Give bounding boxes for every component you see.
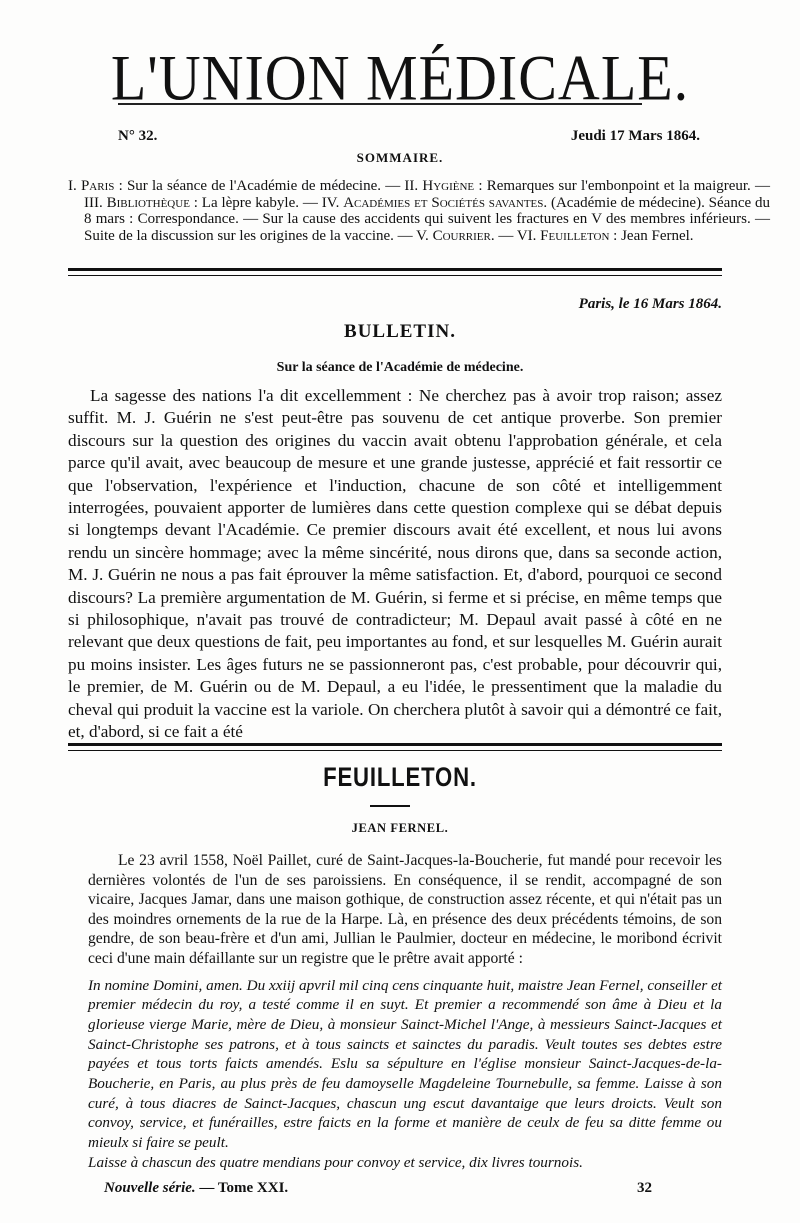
feuilleton-divider [68, 743, 722, 751]
issue-number: N° 32. [118, 128, 158, 144]
feuilleton-author: JEAN FERNEL. [351, 821, 449, 835]
feuilleton-title-rule [370, 805, 410, 807]
sommaire-item [416, 228, 517, 244]
sommaire-item-text: : Remarques sur l'embonpoint et la maigreur. — [474, 178, 771, 194]
bulletin-dateline: Paris, le 16 Mars 1864. [578, 296, 722, 312]
sommaire-item [84, 195, 322, 211]
feuilleton-testament-last: Laisse à chascun des quatre mendians pour convoy et service, dix livres tournois. [88, 1153, 583, 1171]
sommaire-item-section: Bibliothèque [106, 194, 190, 211]
sommaire-item-number: III. [84, 194, 103, 211]
footer-series-label: Nouvelle série. [104, 1180, 196, 1196]
issue-date: Jeudi 17 Mars 1864. [570, 128, 700, 144]
sommaire-item-section: Courrier [432, 227, 491, 244]
sommaire-list [68, 178, 770, 244]
section-divider [68, 268, 722, 276]
sommaire-item-text: . (Académie de médecine). Séance du 8 mars : Correspondance. — Sur la cause des accidents qui suivent les fractures en V des membres inférieurs. — Suite de la discussion sur les origines de la vaccine. — [84, 194, 770, 244]
bulletin-paragraph: La sagesse des nations l'a dit excellemment : Ne cherchez pas à avoir trop raison; assez suffit. M. J. Guérin ne s'est peut-être pas souvenu de cet antique proverbe. Son premier discours sur la question des origines du vaccin avait obtenu l'approbation générale, et cela parce qu'il avait, avec beaucoup de mesure et une grande justesse, apprécié et fait ressortir ce que l'observation, l'expérience et l'induction, chacune de son côté et intelligemment interrogées, pouvaient apporter de lumières dans cette question complexe qui se débat depuis si longtemps devant l'Académie. Ce premier discours avait été excellent, et nous lui avons rendu un sincère hommage; avec la même sincérité, nous dirons que, dans sa seconde action, M. J. Guérin ne nous a pas fait éprouver la même satisfaction. Et, d'abord, pourquoi ce second discours? La première argumentation de M. Guérin, si ferme et si précise, en même temps que si philosophique, n'avait pas trouvé de contradicteur; M. Depaul avait passé à côté en ne relevant que deux questions de fait, peu importantes au fond, et sur lesquelles M. Guérin aurait pu moins insister. Les âges futurs ne se passionneront pas, c'est probable, pour découvrir qui, le premier, de M. Guérin ou de M. Depaul, a eu l'idée, le pressentiment que la maladie du cheval qui produit la vaccine est la variole. On cherchera plutôt à savoir qui a démontré ce fait, et, d'abord, si ce fait a été [68, 386, 722, 742]
sommaire-item-section: Feuilleton [540, 227, 610, 244]
feuilleton-testament: In nomine Domini, amen. Du xxiij apvril mil cinq cens cinquante huit, maistre Jean Fernel, conseiller et premier médecin du roy, a testé comme il en suyt. Et premier a recommendé son âme à Dieu et la glorieuse vierge Marie, mère de Dieu, à monsieur Sainct-Michel l'Ange, à messieurs Sainct-Jacques et Sainct-Christophe ses patrons, et à tous saincts et sainctes du paradis. Veult toutes ses debtes estre payées et tous torts faicts amendés. Eslu sa sépulture en l'église monsieur Sainct-Jacques-de-la-Boucherie, en Paris, au plus près de feu damoyselle Magdeleine Tournebulle, sa femme. Laisse à son curé, à tous diacres de Sainct-Jacques, chascun ung escut davantaige que leurs droicts. Veult son convoy, service, et funérailles, estre faicts en la forme et manière de ceulx de feu sa ditte femme ou mieulx si faire se peult. [88, 976, 722, 1152]
sommaire-item-number: V. [416, 227, 429, 244]
masthead-title: L'UNION MÉDICALE. [110, 41, 690, 114]
page-number: 32 [637, 1180, 652, 1196]
sommaire-item-text: : Sur la séance de l'Académie de médecine. — [114, 178, 405, 194]
footer-tome: — Tome XXI. [195, 1180, 289, 1196]
sommaire-contents [68, 178, 770, 244]
sommaire-item-section: Paris [80, 178, 115, 194]
bulletin-title: BULLETIN. [344, 321, 456, 342]
sommaire-heading: SOMMAIRE. [356, 150, 444, 165]
sommaire-item-number: II. [404, 178, 419, 194]
sommaire-item-section: Hygiène [422, 178, 475, 194]
bulletin-body [68, 385, 722, 744]
sommaire-item-number: VI. [516, 227, 537, 244]
sommaire-item-text: . — [490, 227, 517, 244]
sommaire-item-text: : La lèpre kabyle. — [189, 194, 322, 211]
sommaire-item [517, 228, 694, 244]
sommaire-item [404, 178, 770, 194]
footer-series [104, 1180, 288, 1197]
sommaire-item-text: : Jean Fernel. [609, 227, 694, 244]
sommaire-item-number: IV. [321, 194, 340, 211]
feuilleton-intro: Le 23 avril 1558, Noël Paillet, curé de Saint-Jacques-la-Boucherie, fut mandé pour recevoir les dernières volontés de l'un de ses paroissiens. En conséquence, il se rendit, accompagné de son vicaire, Jacques Jamar, dans une maison gothique, de construction assez récente, et qui n'était pas un des moindres ornements de la rue de la Harpe. Là, en présence des deux précédents témoins, de son gendre, de son beau-frère et d'un ami, Jullian le Paulmier, docteur en médecine, le moribond écrivit ceci d'une main défaillante sur un registre que le prêtre avait apporté : [88, 852, 722, 967]
sommaire-item-section: Académies et Sociétés savantes [343, 194, 544, 211]
sommaire-item [68, 178, 404, 194]
masthead-underline [118, 103, 642, 105]
bulletin-subtitle: Sur la séance de l'Académie de médecine. [276, 360, 524, 375]
sommaire-item-number: I. [68, 178, 77, 194]
feuilleton-body [88, 851, 722, 1173]
feuilleton-title: FEUILLETON. [323, 762, 477, 792]
